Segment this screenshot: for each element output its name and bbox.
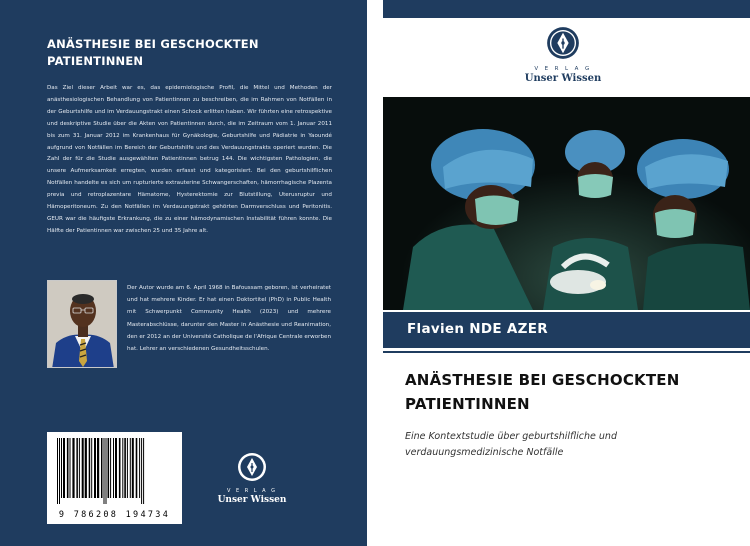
barcode-bar xyxy=(136,438,138,498)
barcode-bar xyxy=(91,438,92,498)
back-logo-verlag: V E R L A G xyxy=(226,488,278,494)
cover-photo-surgeons xyxy=(383,97,750,310)
barcode-bar xyxy=(124,438,126,498)
abstract-text: Das Ziel dieser Arbeit war es, das epidemiologische Profil, die Mittel und Methoden der anästhesiologischen Behandlung von Patientinnen zu beschreiben, die im Rahmen von Notfällen in der Geburtshilfe und im Verdauungstrakt einen Schock erlitten haben. Wir führten eine retrospektive und deskriptive Studie über die Akten von Patientinnen durch, die im Zeitraum vom 1. Januar 2011 bis zum 31. Januar 2012 im Krankenhaus für Gynäkologie, Geburtshilfe und Pädiatrie in Yaoundé aufgrund von Notfällen im Bereich der Geburtshilfe und des Verdauungstrakts operiert wurden. Die Zahl der für die Studie ausgewählten Patientinnen betrug 144. Die wichtigsten Pathologien, die unsere Aufmerksamkeit erregten, wurden erfasst und kategorisiert. Bei den geburtshilflichen Notfällen handelte es sich um rupturierte extrauterine Schwangerschaften, hämorrhagische Plazenta previa und retroplazentare Hämatome, Hysterektomie zur Blutstillung, Uterusruptur und Hämoperitoneum. Zu den Notfällen im Verdauungstrakt gehörten Darmverschluss und Peritonitis. GEUR war die häufigste Erkrankung, die zu einer hämodynamischen Instabilität führen konnte. Die Hälfte der Patientinnen war zwischen 25 und 35 Jahre alt. xyxy=(47,85,332,234)
barcode-bar xyxy=(94,438,96,498)
author-portrait-image xyxy=(48,281,117,368)
back-logo-name: Unser Wissen xyxy=(217,495,287,505)
barcode-bar xyxy=(122,438,123,498)
barcode-bar xyxy=(106,438,107,504)
title-divider xyxy=(383,351,750,353)
barcode-bar xyxy=(119,438,121,498)
barcode-bar xyxy=(110,438,111,498)
isbn-barcode xyxy=(47,432,182,524)
barcode-bar xyxy=(101,438,103,498)
back-cover xyxy=(0,0,367,546)
barcode-bar xyxy=(132,438,134,498)
barcode-bar xyxy=(82,438,84,498)
fountain-pen-nib-logo-icon xyxy=(546,26,580,60)
barcode-bar xyxy=(57,438,58,504)
front-publisher-logo xyxy=(510,26,616,84)
barcode-bar xyxy=(61,438,62,498)
author-photo xyxy=(47,280,117,368)
barcode-bar xyxy=(141,438,142,504)
barcode-bar xyxy=(79,438,80,498)
barcode-bars xyxy=(55,438,174,506)
barcode-bar xyxy=(108,438,110,498)
fountain-pen-nib-logo-icon xyxy=(237,452,267,482)
surgery-scene-image xyxy=(383,97,750,310)
spine xyxy=(367,0,383,546)
front-cover-subtitle: Eine Kontextstudie über geburtshilfliche und verdauungsmedizinische Notfälle xyxy=(405,431,617,458)
barcode-bar xyxy=(85,438,87,498)
isbn-number: 9 786208 194734 xyxy=(58,510,171,520)
barcode-bar xyxy=(59,438,60,504)
back-cover-title: ANÄSTHESIE BEI GESCHOCKTEN PATIENTINNEN xyxy=(47,37,259,68)
author-bio-text: Der Autor wurde am 6. April 1968 in Bafoussam geboren, ist verheiratet und hat mehrere Kinder. Er hat einen Doktortitel (PhD) in Public Health mit Schwerpunkt Community Health (2023) und mehrere Masterabschlüsse, darunter den Master in Anästhesie und Reanimation, den er 2012 an der Université Catholique de l'Afrique Centrale erworben hat. Lehrer an verschiedenen Gesundheitsschulen. xyxy=(127,285,331,353)
barcode-bar xyxy=(72,438,74,498)
barcode-bar xyxy=(115,438,117,498)
barcode-bar xyxy=(63,438,65,498)
author-band xyxy=(383,312,750,348)
front-top-bar xyxy=(383,0,750,18)
barcode-bar xyxy=(97,438,99,498)
barcode-bar xyxy=(130,438,131,498)
barcode-bar xyxy=(70,438,71,498)
barcode-bar xyxy=(76,438,78,498)
author-name: Flavien NDE AZER xyxy=(407,321,548,337)
barcode-bar xyxy=(143,438,144,504)
front-cover-title: ANÄSTHESIE BEI GESCHOCKTEN PATIENTINNEN xyxy=(405,371,680,413)
barcode-bar xyxy=(104,438,105,504)
front-logo-verlag: V E R L A G xyxy=(534,66,592,72)
barcode-bar xyxy=(89,438,91,498)
barcode-bar xyxy=(127,438,128,498)
barcode-bar xyxy=(139,438,140,498)
barcode-bar xyxy=(67,438,69,498)
barcode-bar xyxy=(113,438,114,498)
back-publisher-logo xyxy=(214,452,290,505)
front-logo-name: Unser Wissen xyxy=(524,73,602,84)
